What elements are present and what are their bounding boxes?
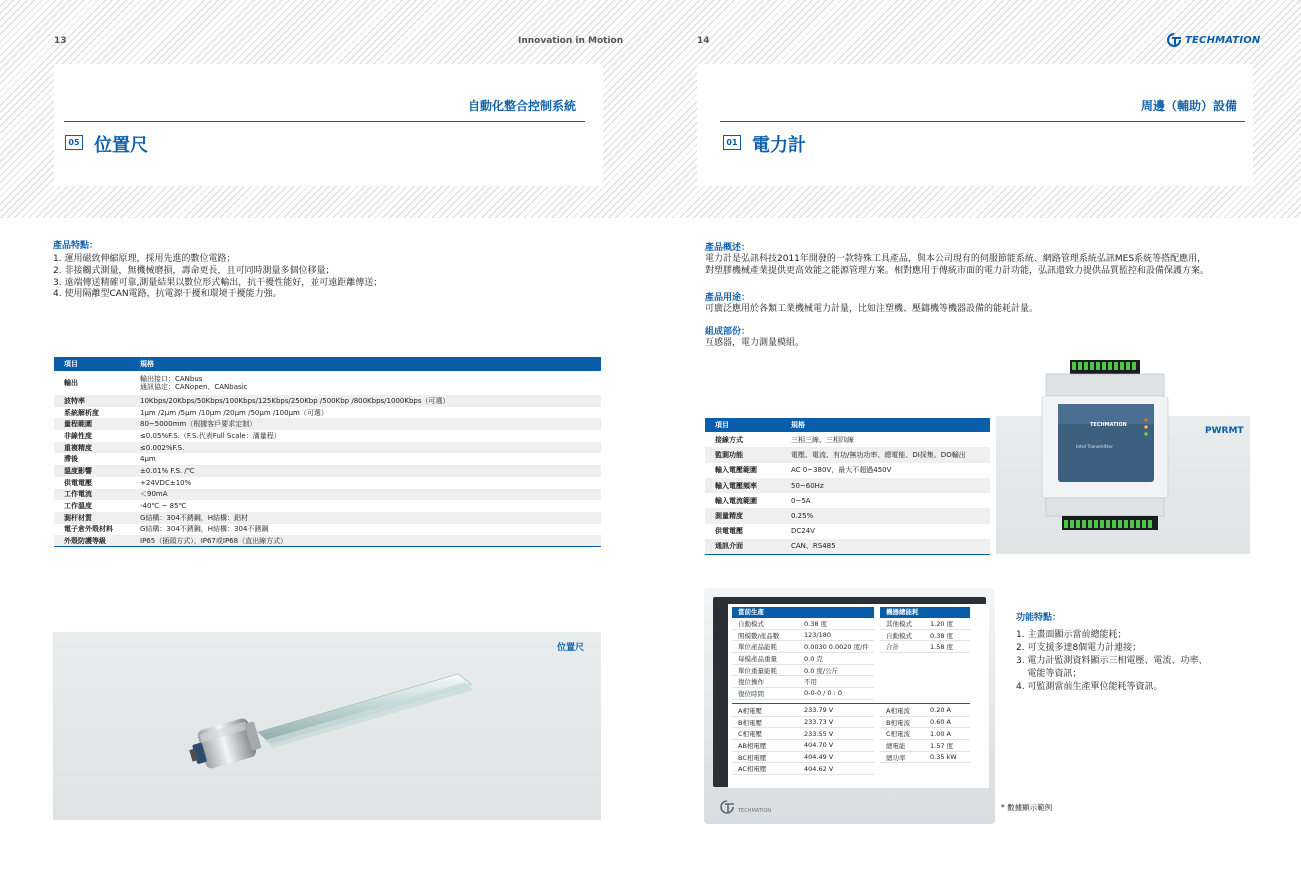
table-cell-value: 0.25% [781,508,990,523]
screen-row-name: A相電流 [886,706,910,715]
output-protocol-text: 通訊協定：CANopen、CANbasic [140,383,248,391]
right-title-box [697,64,1253,186]
screen-row [880,717,970,729]
monitor-screen [728,604,989,788]
left-spec-table [54,357,601,547]
monitor-logo-icon [718,798,788,816]
table-row [54,535,601,547]
table-cell-key: 供電電壓 [64,478,92,487]
screen-row-value: 0.0 克 [804,654,823,663]
table-cell-key: 波特率 [54,395,130,407]
energy-monitor-device [704,588,995,824]
overview-line: 電力計是弘訊科技2011年開發的一款特殊工具產品，與本公司現有的伺服節能系統、網路管理系統弘訊MES系統等搭配應用， [705,254,1207,264]
table-row [54,512,601,524]
screen-row-value: 1.20 度 [930,619,954,628]
screen-row [732,688,874,700]
table-cell-key: 測量精度 [705,508,781,523]
screen-row [732,653,874,665]
table-cell-key: 電子倉外殼材料 [64,525,113,534]
table-cell-key: 系統解析度 [64,408,99,417]
table-cell-value: AC 0~380V，最大不超過450V [791,466,892,475]
table-cell-value: ≤0.002%F.S. [130,442,601,454]
screen-row-value: 1.00 A [930,729,951,738]
table-cell-key: 通訊介面 [705,539,781,554]
left-features-list [53,254,382,301]
table-cell-value: CAN、RS485 [781,539,990,554]
table-header-row [705,418,990,432]
table-row [54,442,601,454]
table-row [54,500,601,512]
screen-row [732,630,874,642]
table-cell-value: 電壓、電流、有功/無功功率、總電能、DI採集、DO輸出 [781,447,990,462]
logo-mark-icon [1166,33,1182,47]
screen-footnote: * 數據顯示範例 [1001,803,1053,812]
table-cell-value: ±0.01% F.S. /℃ [130,465,601,477]
table-row [54,395,601,407]
left-title-rule [64,121,585,122]
table-cell-key: 輸入電壓範圍 [715,466,757,475]
screen-row [880,740,970,752]
table-cell-value: +24VDC±10% [140,478,192,487]
screen-row [880,618,970,630]
feature-item: 1. 運用磁致伸縮原理，採用先進的數位電路； [53,254,236,264]
screen-row-name: B相電壓 [738,718,762,727]
table-cell-key: 工作溫度 [64,502,92,511]
table-cell-key: 輸出 [64,379,78,387]
slogan: Innovation in Motion [518,36,624,46]
left-page-number: 13 [54,36,67,46]
right-section-title: 電力計 [752,135,806,156]
left-section-title: 位置尺 [94,135,148,156]
screen-row [880,630,970,642]
screen-row-value: 0.38 度 [930,631,954,640]
table-cell-value: ＜90mA [130,489,601,501]
right-section-number: 01 [723,135,741,150]
right-title-rule [720,121,1245,122]
table-row [54,430,601,442]
table-row [705,447,990,462]
left-features-label: 產品特點： [53,241,99,251]
table-cell-key: 輸入電壓頻率 [705,478,781,493]
screen-row-name: 自動模式 [738,619,764,628]
techmation-logo [1166,33,1261,47]
monitor-logo-text: TECHMATION [738,808,772,814]
usage-text: 可廣泛應用於各類工業機械電力計量，比如注塑機、壓鑄機等機器設備的能耗計量。 [705,304,1039,314]
right-page-number: 14 [697,36,710,46]
table-row [705,524,990,539]
function-item: 4. 可監測當前生產單位能耗等資訊。 [1016,682,1163,692]
screen-production-header: 當前生產 [732,607,874,618]
screen-row-value: 0.0 度/公斤 [804,666,839,675]
screen-row-name: 自動模式 [886,631,912,640]
table-cell-key: 滯後 [64,455,78,464]
screen-row [732,618,874,630]
table-header-item: 項目 [54,357,130,371]
left-category: 自動化整合控制系統 [468,99,577,113]
screen-row [880,705,970,717]
function-item: 電能等資訊； [1016,669,1082,679]
screen-row [732,763,874,775]
screen-production-panel [732,607,874,700]
table-row [705,508,990,523]
screen-row [732,705,874,717]
table-cell-key: 監測功能 [705,447,781,462]
left-section-number: 05 [65,135,83,150]
screen-row [732,728,874,740]
screen-row [732,665,874,677]
screen-voltage-panel [732,705,874,775]
table-row [54,418,601,430]
feature-item: 2. 非接觸式測量，無機械磨損，壽命更長，且可同時測量多個位移量； [53,265,335,276]
table-cell-value: 1μm /2μm /5μm /10μm /20μm /50μm /100μm（可選） [140,408,328,417]
table-row [705,478,990,493]
functions-label: 功能特點： [1016,613,1062,623]
table-cell-key: 輸入電流範圍 [715,496,757,505]
position-sensor-image [53,632,601,820]
table-cell-value: DC24V [791,527,815,536]
screen-current-panel [880,705,970,763]
position-sensor-photo [53,632,601,820]
screen-energy-header: 機器總能耗 [880,607,970,618]
table-cell-value: 10Kbps/20Kbps/50Kbps/100Kbps/125Kbps/250Kbp /500Kbp /800Kbps/1000Kbps（可選） [130,395,601,407]
table-cell-value [130,371,601,395]
table-row [54,489,601,501]
table-cell-key: 測杆材質 [54,512,130,524]
screen-row-name: 開模數/產品數 [738,631,780,640]
screen-row-value: 1.58 度 [930,643,954,652]
screen-row-value: 123/180 [804,631,832,640]
logo-text: TECHMATION [1185,34,1261,46]
feature-item: 4. 使用隔離型CAN電路，抗電源干擾和環境干擾能力強。 [53,289,282,300]
screen-row-value: 404.49 V [804,753,834,762]
screen-row [732,740,874,752]
screen-row-name: 復位操作 [738,678,764,687]
table-cell-key: 重複精度 [54,442,130,454]
table-row [54,465,601,477]
table-header-spec: 規格 [781,418,990,432]
overview-line: 對塑膠機械產業提供更高效能之能源管理方案。相對應用于傳統市面的電力計功能，弘訊還致力提供品質監控和設備保護方案。 [705,265,1210,276]
table-cell-key: 量程範圍 [54,418,130,430]
screen-row [732,717,874,729]
table-header-item: 項目 [705,418,781,432]
screen-row [880,728,970,740]
table-header-spec: 規格 [130,357,601,371]
screen-row [880,641,970,653]
screen-row-value: 233.55 V [804,729,834,738]
screen-row-value: 404.70 V [804,741,834,750]
screen-row-name: C相電壓 [738,730,763,739]
screen-row-name: 復位時間 [738,689,764,698]
function-item: 2. 可支援多達8個電力計連接； [1016,643,1142,653]
composition-text: 互感器，電力測量模組。 [705,338,805,348]
screen-row-value: 404.62 V [804,764,834,773]
table-row [705,493,990,508]
table-cell-key: 工作電流 [54,489,130,501]
screen-row-value: 0.35 kW [930,753,957,762]
screen-row-name: BC相電壓 [738,753,767,762]
screen-row [880,752,970,764]
table-cell-key: 溫度影響 [54,465,130,477]
pwrmt-label: PWRMT [1205,426,1244,436]
table-cell-key: 供電電壓 [715,527,743,536]
table-row [54,407,601,419]
screen-row-name: 合計 [886,643,899,652]
screen-row-value: 1.57 度 [930,741,954,750]
device-brand-text: TECHMATION [1090,422,1127,428]
table-row [54,371,601,395]
table-row [705,539,990,554]
table-row [54,524,601,536]
screen-row-name: 每模產品重量 [738,654,777,663]
table-cell-value: 4μm [140,455,156,464]
table-cell-value: G結構：304不銹鋼，H結構：鋁材 [130,512,601,524]
screen-row-name: 總電能 [886,741,906,750]
table-cell-key: 非線性度 [64,431,92,440]
table-cell-value: 0~5A [791,496,811,505]
feature-item: 3. 遠端傳送精確可靠,測量結果以數位形式輸出，抗干擾性能好，並可遠距離傳送； [53,277,383,288]
function-item: 1. 主畫面顯示當前總能耗； [1016,630,1127,640]
screen-row [732,752,874,764]
screen-row-name: 單位產品能耗 [738,643,777,652]
function-item: 3. 電力計監測資料顯示三相電壓、電流、功率、 [1016,656,1208,666]
table-row [705,432,990,447]
table-cell-value: -40℃ ~ 85℃ [140,502,187,511]
right-category: 周邊（輔助）設備 [1141,99,1238,113]
table-cell-value: IP65（插頭方式），IP67或IP68（直出線方式） [130,535,601,547]
table-row [54,453,601,465]
table-header-row [54,357,601,371]
power-meter-device-image [1040,360,1170,532]
screen-row-value: 0.60 A [930,718,951,727]
left-title-box [54,64,603,186]
screen-row [732,641,874,653]
overview-label: 產品概述： [705,243,751,253]
table-cell-value: 三相三線、三相四線 [791,435,854,444]
table-cell-key: 外殼防護等級 [54,535,130,547]
screen-row-value: 0.38 度 [804,619,828,628]
screen-row-name: AC相電壓 [738,765,767,774]
right-spec-table [705,418,990,555]
screen-row-value: 不用 [804,678,817,687]
table-cell-value: 50~60Hz [781,478,990,493]
device-model-text: Intel Transmitter [1076,445,1114,450]
table-cell-value: G結構：304不銹鋼，H結構：304不銹鋼 [140,525,269,534]
left-photo-label: 位置尺 [557,643,585,653]
screen-row-value: 0.0030 0.0020 度/件 [804,643,869,652]
table-row [54,477,601,489]
screen-row-name: 單位重量能耗 [738,666,777,675]
screen-energy-panel [880,607,970,653]
output-interface-text: 輸出接口：CANbus [140,375,203,383]
screen-row-name: 總功率 [886,753,906,762]
composition-label: 組成部份： [705,327,751,337]
screen-row-name: B相電流 [886,718,910,727]
screen-row [732,676,874,688]
screen-row-value: 0-0-0 / 0 : 0 [804,689,843,698]
screen-row-value: 233.79 V [804,706,834,715]
screen-row-name: C相電流 [886,730,911,739]
screen-row-name: A相電壓 [738,706,762,715]
screen-row-value: 0.20 A [930,706,951,715]
screen-divider [732,703,970,704]
functions-list [1016,629,1207,694]
usage-label: 產品用途： [705,293,751,303]
table-row [705,463,990,478]
table-cell-value: 80~5000mm（根據客戶要求定制） [130,418,601,430]
screen-row-name: 其他模式 [886,619,912,628]
table-cell-value: ≤0.05%F.S.（F.S.代表Full Scale：滿量程） [140,431,281,440]
overview-text [705,254,1209,278]
screen-row-name: AB相電壓 [738,741,767,750]
table-cell-key: 接線方式 [715,435,743,444]
screen-row-value: 233.73 V [804,718,834,727]
